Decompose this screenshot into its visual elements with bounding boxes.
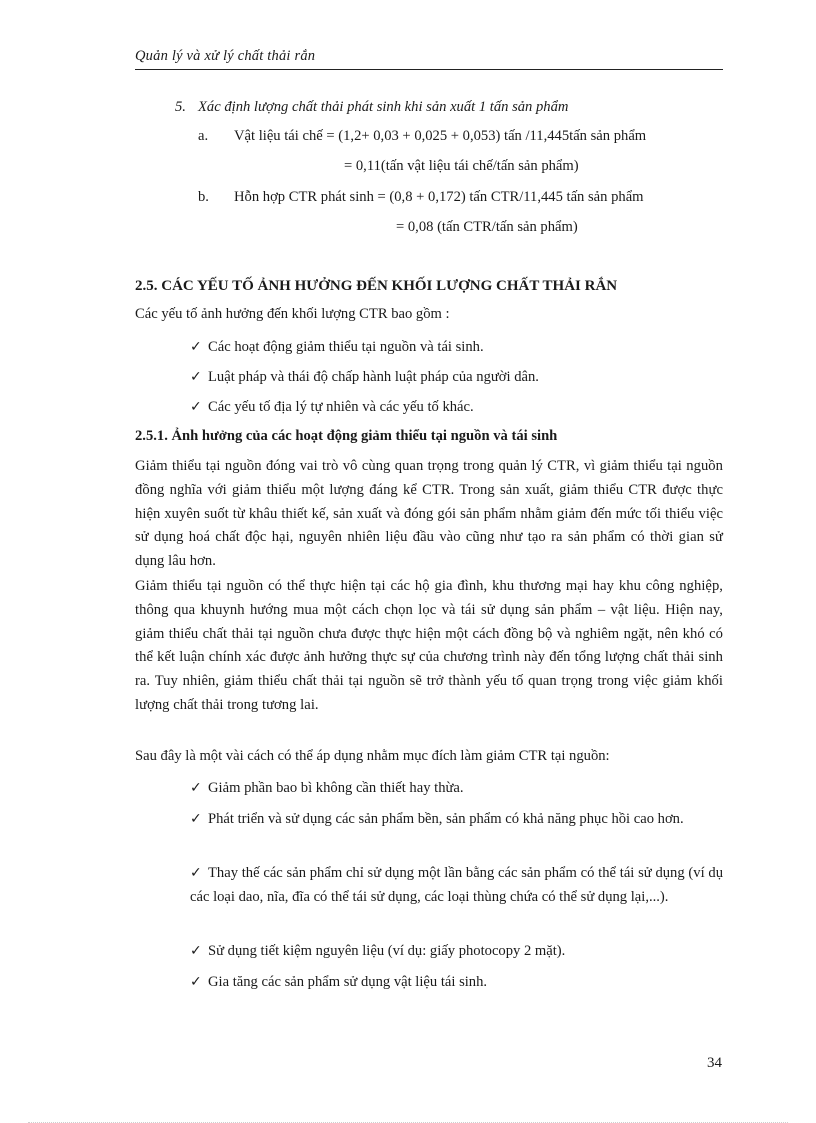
check-mark-icon: ✓: [190, 943, 202, 959]
factor-text: Các hoạt động giảm thiểu tại nguồn và tái sinh.: [208, 339, 484, 355]
factor-list-item: [190, 336, 723, 360]
method-list-item: [190, 777, 723, 801]
methods-intro: Sau đây là một vài cách có thể áp dụng nhằm mục đích làm giảm CTR tại nguồn:: [135, 748, 610, 764]
recycled-material-formula: Vật liệu tái chế = (1,2+ 0,03 + 0,025 + 0,053) tấn /11,445tấn sản phẩm: [234, 128, 647, 144]
item-b-label: b.: [198, 189, 209, 205]
check-mark-icon: ✓: [190, 811, 202, 827]
method-list-item: [190, 971, 723, 995]
factor-text: Các yếu tố địa lý tự nhiên và các yếu tố khác.: [208, 399, 474, 415]
running-header-title: Quản lý và xử lý chất thải rắn: [135, 48, 316, 64]
section-heading: 2.5. CÁC YẾU TỐ ẢNH HƯỞNG ĐẾN KHỐI LƯỢNG CHẤT THẢI RẮN: [135, 278, 618, 294]
method-text: Thay thế các sản phẩm chỉ sử dụng một lần bằng các sản phẩm có thể tái sử dụng (ví dụ các loại dao, nĩa, đĩa có thể tái sử dụng, các loại thùng chứa có thể sử dụng lại,...).: [190, 865, 723, 905]
recycled-material-result: = 0,11(tấn vật liệu tái chế/tấn sản phẩm): [344, 158, 579, 174]
paragraph-household-reduction: Giảm thiểu tại nguồn có thể thực hiện tại các hộ gia đình, khu thương mại hay khu công nghiệp, thông qua khuynh hướng mua một cách chọn lọc và tái sử dụng sản phẩm – vật liệu. Hiện nay, giảm thiểu chất thải tại nguồn chưa được thực hiện một cách đồng bộ và nghiêm ngặt, nên khó có thể kết luận chính xác được ảnh hưởng thực sự của chương trình này đến tổng lượng chất thải sinh ra. Tuy nhiên, giảm thiểu chất thải tại nguồn sẽ trở thành yếu tố quan trọng trong việc giảm khối lượng chất thải trong tương lai.: [135, 578, 723, 713]
factor-list-item: [190, 396, 723, 420]
check-mark-icon: ✓: [190, 339, 202, 355]
check-mark-icon: ✓: [190, 369, 202, 385]
check-mark-icon: ✓: [190, 974, 202, 990]
solid-waste-formula: Hỗn hợp CTR phát sinh = (0,8 + 0,172) tấn CTR/11,445 tấn sản phẩm: [234, 189, 644, 205]
factor-text: Luật pháp và thái độ chấp hành luật pháp của người dân.: [208, 369, 539, 385]
paragraph-source-reduction: Giảm thiểu tại nguồn đóng vai trò vô cùng quan trọng trong quản lý CTR, vì giảm thiểu tại nguồn đồng nghĩa với giảm thiểu một lượng đáng kể CTR. Trong sản xuất, giảm thiểu CTR được thực hiện xuyên suốt từ khâu thiết kế, sản xuất và đóng gói sản phẩm nhằm giảm đến mức tối thiểu việc sử dụng hoá chất độc hại, nguyên nhiên liệu đầu vào cũng như tạo ra sản phẩm có thời gian sử dụng lâu hơn.: [135, 458, 723, 570]
section-intro: Các yếu tố ảnh hưởng đến khối lượng CTR bao gồm :: [135, 306, 450, 322]
factor-list-item: [190, 366, 723, 390]
method-list-item: [190, 862, 723, 910]
page-number: 34: [707, 1055, 722, 1071]
check-mark-icon: ✓: [190, 399, 202, 415]
method-text: Phát triển và sử dụng các sản phẩm bền, sản phẩm có khả năng phục hồi cao hơn.: [208, 811, 684, 827]
method-list-item: [190, 808, 723, 832]
step-number: 5.: [175, 99, 186, 115]
method-text: Giảm phần bao bì không cần thiết hay thừa.: [208, 780, 464, 796]
check-mark-icon: ✓: [190, 780, 202, 796]
check-mark-icon: ✓: [190, 865, 202, 881]
item-a-label: a.: [198, 128, 209, 144]
method-text: Gia tăng các sản phẩm sử dụng vật liệu tái sinh.: [208, 974, 488, 990]
header-divider: [135, 69, 723, 70]
method-text: Sử dụng tiết kiệm nguyên liệu (ví dụ: giấy photocopy 2 mặt).: [208, 943, 566, 959]
method-list-item: [190, 940, 723, 964]
solid-waste-result: = 0,08 (tấn CTR/tấn sản phẩm): [396, 219, 578, 235]
subsection-heading: 2.5.1. Ảnh hưởng của các hoạt động giảm thiểu tại nguồn và tái sinh: [135, 428, 558, 444]
step-title: Xác định lượng chất thải phát sinh khi sản xuất 1 tấn sản phẩm: [198, 99, 569, 115]
